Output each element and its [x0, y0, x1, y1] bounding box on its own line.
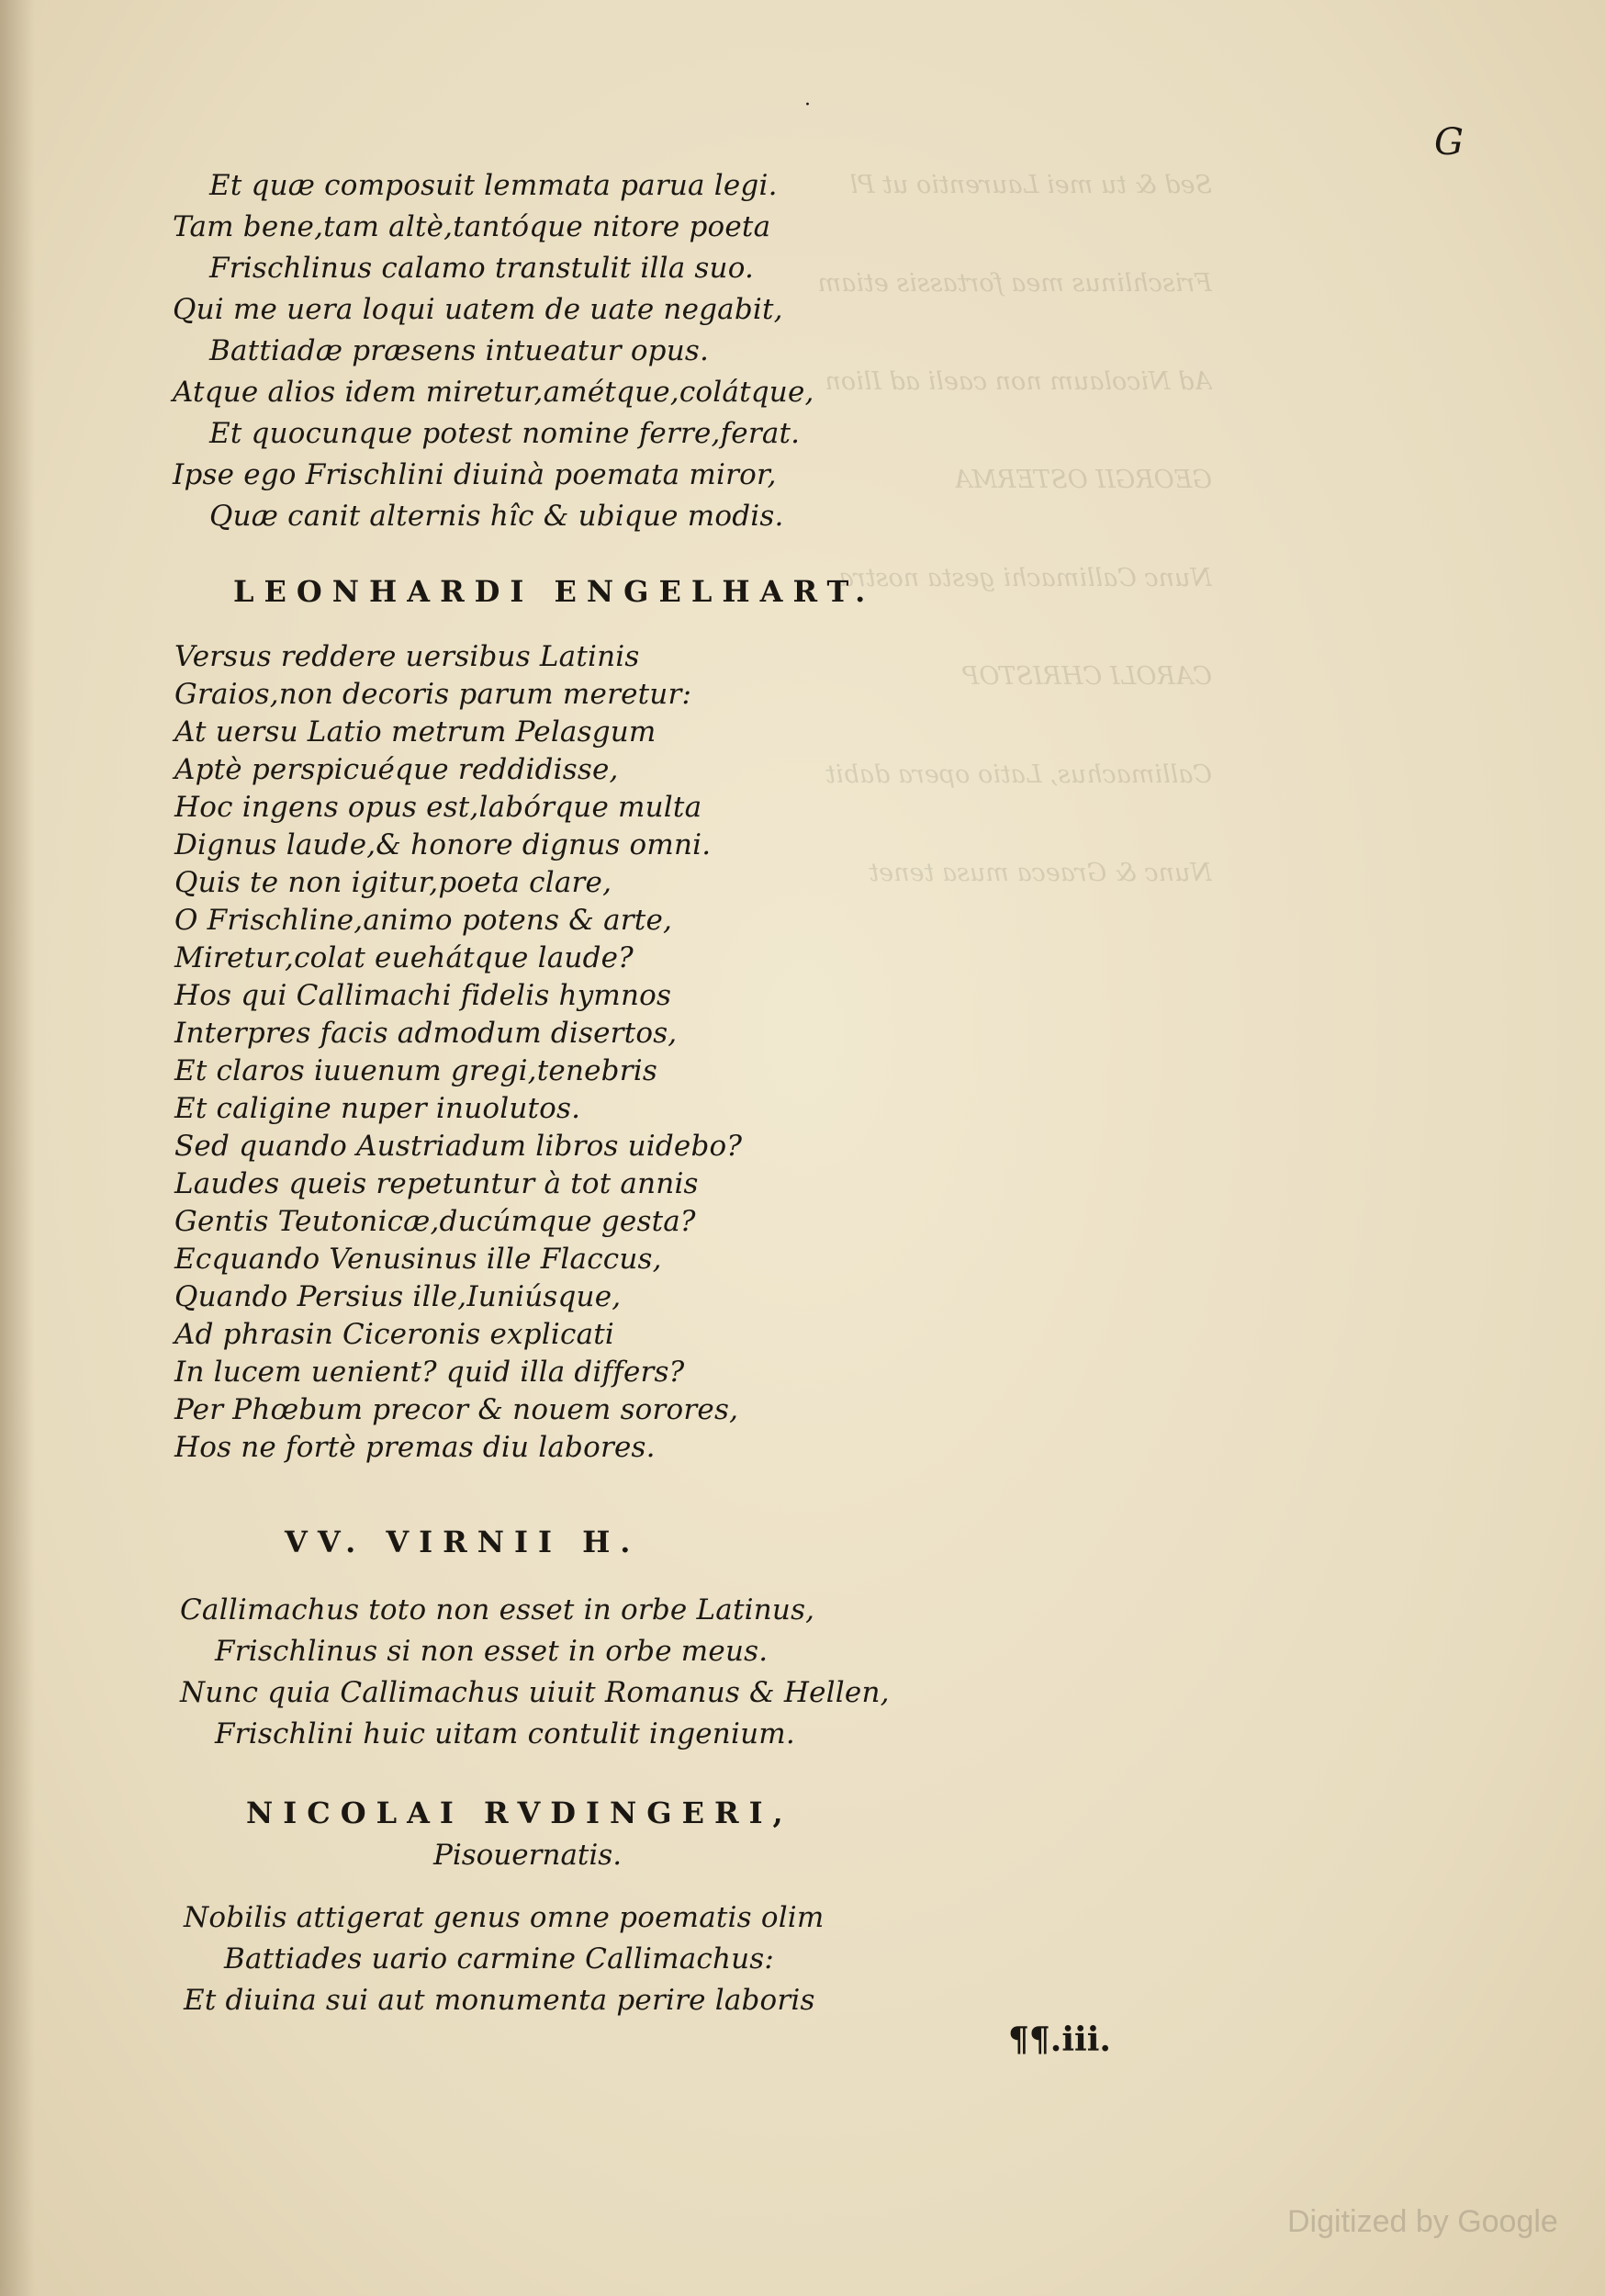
verse-line: Ad phrasin Ciceronis explicati [174, 1318, 615, 1351]
verse-line: Et diuina sui aut monumenta perire laboris [184, 1984, 815, 2017]
bleed-through-line: Sed & tu mei Laurentio ut Pl [849, 171, 1212, 199]
digitization-watermark: Digitized by Google [1287, 2204, 1558, 2239]
verse-line: Frischlinus calamo transtulit illa suo. [209, 252, 755, 285]
verse-line: Versus reddere uersibus Latinis [174, 640, 640, 673]
verse-line: Et quæ composuit lemmata parua legi. [209, 169, 778, 202]
verse-line: Hos qui Callimachi fidelis hymnos [174, 979, 672, 1012]
bleed-through-line: Ad Nicolaum non caeli ad Ilion [825, 367, 1212, 396]
verse-line: Nobilis attigerat genus omne poematis olim [184, 1901, 825, 1934]
verse-line: Et caligine nuper inuolutos. [174, 1092, 581, 1125]
verse-line: Frischlinus si non esset in orbe meus. [215, 1635, 769, 1668]
verse-line: Hoc ingens opus est,labórque multa [174, 791, 702, 824]
verse-line: O Frischline,animo potens & arte, [174, 904, 673, 937]
verse-line: Et claros iuuenum gregi,tenebris [174, 1054, 657, 1087]
verse-line: Battiadæ præsens intueatur opus. [209, 334, 710, 367]
verse-line: Hos ne fortè premas diu labores. [174, 1431, 656, 1464]
section-heading: NICOLAI RVDINGERI, [246, 1795, 793, 1830]
verse-line: Atque alios idem miretur,amétque,colátque, [173, 376, 814, 409]
bleed-through-line: GEORGII OSTERMA [953, 466, 1212, 494]
verse-line: Battiades uario carmine Callimachus: [224, 1942, 775, 1975]
verse-line: Tam bene,tam altè,tantóque nitore poeta [173, 210, 771, 243]
verse-line: Sed quando Austriadum libros uidebo? [174, 1130, 743, 1163]
verse-line: Quando Persius ille,Iuniúsque, [174, 1280, 622, 1313]
bleed-through-line: Callimachus, Latio opera dabit [825, 760, 1212, 789]
verse-line: In lucem uenient? quid illa differs? [174, 1356, 685, 1389]
section-heading: VV. VIRNII H. [285, 1525, 641, 1559]
verse-line: Interpres facis admodum disertos, [174, 1017, 678, 1050]
verse-line: Frischlini huic uitam contulit ingenium. [215, 1717, 795, 1750]
verse-line: Qui me uera loqui uatem de uate negabit, [173, 293, 783, 326]
verse-line: Laudes queis repetuntur à tot annis [174, 1167, 699, 1200]
verse-line: Per Phœbum precor & nouem sorores, [174, 1393, 739, 1426]
verse-line: Nunc quia Callimachus uiuit Romanus & Hellen, [180, 1676, 890, 1709]
verse-line: Graios,non decoris parum meretur: [174, 678, 692, 711]
verse-line: Gentis Teutonicæ,ducúmque gesta? [174, 1205, 696, 1238]
verse-line: Quæ canit alternis hîc & ubique modis. [209, 500, 784, 533]
section-subheading: Pisouernatis. [433, 1839, 623, 1872]
bleed-through-line: Frischlinus mea fortassis etiam [817, 269, 1212, 298]
verse-line: Ipse ego Frischlini diuinà poemata miror, [173, 458, 777, 491]
top-mark: · [804, 94, 811, 117]
bleed-through-line: Nunc Callimachi gesta nostra [838, 564, 1212, 592]
verse-line: At uersu Latio metrum Pelasgum [174, 715, 657, 748]
verse-line: Callimachus toto non esset in orbe Latinus, [180, 1593, 815, 1626]
section-heading: LEONHARDI ENGELHART. [233, 574, 876, 609]
verse-line: Quis te non igitur,poeta clare, [174, 866, 612, 899]
verse-line: Aptè perspicuéque reddidisse, [174, 753, 619, 786]
verse-line: Et quocunque potest nomine ferre,ferat. [209, 417, 801, 450]
bleed-through-line: Nunc & Graeca musa tenet [869, 859, 1212, 887]
bleed-through-line: CAROLI CHRISTOP [962, 662, 1212, 691]
folio-number: G [1434, 121, 1464, 163]
verse-line: Miretur,colat euehátque laude? [174, 941, 634, 974]
verse-line: Dignus laude,& honore dignus omni. [174, 828, 712, 861]
signature-mark: ¶¶.iii. [1008, 2020, 1111, 2059]
verse-line: Ecquando Venusinus ille Flaccus, [174, 1243, 662, 1276]
page-gutter-shadow [0, 0, 35, 2296]
